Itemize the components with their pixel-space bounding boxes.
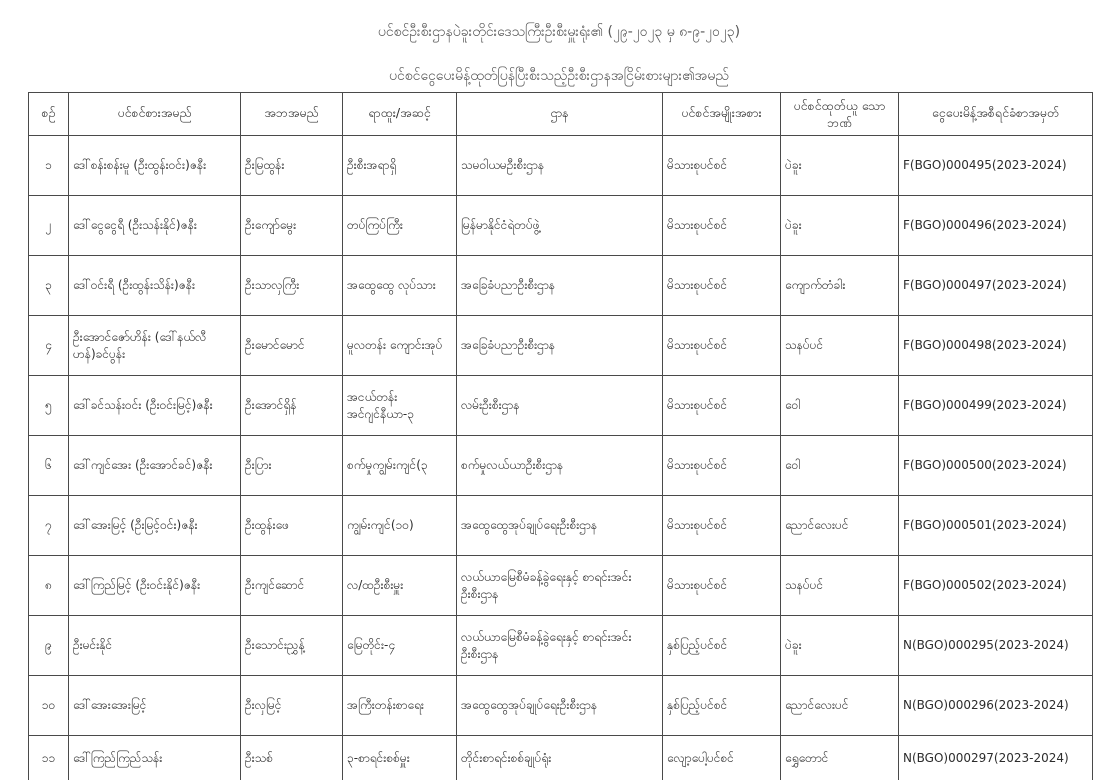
cell-bank: ကျောက်တံခါး xyxy=(781,256,899,316)
header-order-number: ငွေပေးမိန့်အစီရင်ခံစာအမှတ် xyxy=(899,93,1093,136)
page-subtitle: ပင်စင်ငွေပေးမိန့်ထုတ်ပြန်ပြီးစီးသည့်ဦးစီးဌာနအငြိမ်းစားများ၏အမည် xyxy=(0,66,1118,87)
header-rank: ရာထူး/အဆင့် xyxy=(343,93,457,136)
cell-department: လယ်ယာမြေစီမံခန့်ခွဲရေးနှင့် စာရင်းအင်းဦးစီးဌာန xyxy=(457,616,663,676)
cell-father-name: ဦးကျော်မွေး xyxy=(241,196,343,256)
cell-father-name: ဦးသစ် xyxy=(241,736,343,780)
cell-pension-type: နှစ်ပြည့်ပင်စင် xyxy=(663,616,781,676)
cell-pensioner-name: ဒေါ်ငွေငွေရီ (ဦးသန်းနိုင်)ဇနီး xyxy=(69,196,241,256)
cell-serial: ၁၁ xyxy=(29,736,69,780)
cell-rank: အထွေထွေ လုပ်သား xyxy=(343,256,457,316)
cell-order-number: F(BGO)000502(2023-2024) xyxy=(899,556,1093,616)
cell-bank: သနပ်ပင် xyxy=(781,556,899,616)
cell-pensioner-name: ဦးမင်းနိုင် xyxy=(69,616,241,676)
cell-rank: တပ်ကြပ်ကြီး xyxy=(343,196,457,256)
cell-order-number: F(BGO)000500(2023-2024) xyxy=(899,436,1093,496)
table-row xyxy=(29,556,1093,616)
cell-department: အထွေထွေအုပ်ချုပ်ရေးဦးစီးဌာန xyxy=(457,496,663,556)
table-header-row xyxy=(29,93,1093,136)
table-row xyxy=(29,196,1093,256)
header-department: ဌာန xyxy=(457,93,663,136)
cell-pension-type: မိသားစုပင်စင် xyxy=(663,256,781,316)
cell-pension-type: မိသားစုပင်စင် xyxy=(663,136,781,196)
cell-pensioner-name: ဒေါ်ကြည်မြင့် (ဦးဝင်းနိုင်)ဇနီး xyxy=(69,556,241,616)
cell-order-number: N(BGO)000296(2023-2024) xyxy=(899,676,1093,736)
cell-rank: မြေတိုင်း-၄ xyxy=(343,616,457,676)
table-row xyxy=(29,256,1093,316)
cell-bank: ရွှေတောင် xyxy=(781,736,899,780)
table-row xyxy=(29,676,1093,736)
cell-serial: ၆ xyxy=(29,436,69,496)
cell-bank: ပဲခူး xyxy=(781,196,899,256)
cell-order-number: N(BGO)000297(2023-2024) xyxy=(899,736,1093,780)
cell-serial: ၃ xyxy=(29,256,69,316)
cell-father-name: ဦးလှမြင့် xyxy=(241,676,343,736)
cell-bank: သနပ်ပင် xyxy=(781,316,899,376)
header-bank: ပင်စင်ထုတ်ယူ သောဘဏ် xyxy=(781,93,899,136)
table-row xyxy=(29,736,1093,780)
cell-father-name: ဦးသောင်းညွှန့် xyxy=(241,616,343,676)
cell-bank: ညောင်လေးပင် xyxy=(781,676,899,736)
cell-pension-type: မိသားစုပင်စင် xyxy=(663,316,781,376)
cell-department: အခြေခံပညာဦးစီးဌာန xyxy=(457,316,663,376)
cell-rank: ၃-စာရင်းစစ်မှူး xyxy=(343,736,457,780)
cell-department: စက်မှုလယ်ယာဦးစီးဌာန xyxy=(457,436,663,496)
cell-pensioner-name: ဒေါ်ကြည်ကြည်သန်း xyxy=(69,736,241,780)
cell-pensioner-name: ဒေါ်စန်းစန်းမူ (ဦးထွန်းဝင်း)ဇနီး xyxy=(69,136,241,196)
cell-department: လယ်ယာမြေစီမံခန့်ခွဲရေးနှင့် စာရင်းအင်းဦးစီးဌာန xyxy=(457,556,663,616)
cell-pension-type: နှစ်ပြည့်ပင်စင် xyxy=(663,676,781,736)
pension-table xyxy=(28,92,1093,780)
cell-rank: စက်မှုကျွမ်းကျင်(၃ xyxy=(343,436,457,496)
cell-pension-type: လျော့ပေါ့ပင်စင် xyxy=(663,736,781,780)
cell-bank: ဝေါ xyxy=(781,436,899,496)
cell-father-name: ဦးအောင်ရှိန် xyxy=(241,376,343,436)
cell-order-number: F(BGO)000496(2023-2024) xyxy=(899,196,1093,256)
header-serial: စဉ် xyxy=(29,93,69,136)
header-father-name: အဘအမည် xyxy=(241,93,343,136)
cell-rank: အငယ်တန်း အင်ဂျင်နီယာ-၃ xyxy=(343,376,457,436)
cell-bank: ပဲခူး xyxy=(781,616,899,676)
cell-pensioner-name: ဒေါ်အေးမြင့် (ဦးမြင့်ဝင်း)ဇနီး xyxy=(69,496,241,556)
cell-rank: အကြီးတန်းစာရေး xyxy=(343,676,457,736)
cell-bank: ညောင်လေးပင် xyxy=(781,496,899,556)
cell-serial: ၁ xyxy=(29,136,69,196)
cell-serial: ၉ xyxy=(29,616,69,676)
cell-father-name: ဦးထွန်းဖေ xyxy=(241,496,343,556)
cell-order-number: N(BGO)000295(2023-2024) xyxy=(899,616,1093,676)
table-row xyxy=(29,616,1093,676)
cell-serial: ၅ xyxy=(29,376,69,436)
cell-rank: လ/ထဦးစီးမှူး xyxy=(343,556,457,616)
table-row xyxy=(29,496,1093,556)
cell-serial: ၁၀ xyxy=(29,676,69,736)
cell-rank: မူလတန်း ကျောင်းအုပ် xyxy=(343,316,457,376)
cell-department: အခြေခံပညာဦးစီးဌာန xyxy=(457,256,663,316)
cell-pensioner-name: ဒေါ်အေးအေးမြင့် xyxy=(69,676,241,736)
cell-father-name: ဦးမောင်မောင် xyxy=(241,316,343,376)
cell-pension-type: မိသားစုပင်စင် xyxy=(663,556,781,616)
cell-pensioner-name: ဦးအောင်ဇော်ဟိန်း (ဒေါ်နယ်လီဟန်)ခင်ပွန်း xyxy=(69,316,241,376)
cell-rank: ကျွမ်းကျင်(၁၀) xyxy=(343,496,457,556)
cell-order-number: F(BGO)000498(2023-2024) xyxy=(899,316,1093,376)
cell-order-number: F(BGO)000497(2023-2024) xyxy=(899,256,1093,316)
cell-order-number: F(BGO)000495(2023-2024) xyxy=(899,136,1093,196)
cell-department: လမ်းဦးစီးဌာန xyxy=(457,376,663,436)
cell-serial: ၄ xyxy=(29,316,69,376)
page-title: ပင်စင်ဦးစီးဌာနပဲခူးတိုင်းဒေသကြီးဦးစီးမှူးရုံး၏ (၂၉-၂၀၂၃ မှ ၈-၉-၂၀၂၃) xyxy=(0,22,1118,43)
table-row xyxy=(29,376,1093,436)
header-pension-type: ပင်စင်အမျိုးအစား xyxy=(663,93,781,136)
cell-father-name: ဦးသာလှကြီး xyxy=(241,256,343,316)
cell-department: မြန်မာနိုင်ငံရဲတပ်ဖွဲ့ xyxy=(457,196,663,256)
header-pensioner-name: ပင်စင်စားအမည် xyxy=(69,93,241,136)
cell-pension-type: မိသားစုပင်စင် xyxy=(663,376,781,436)
cell-bank: ဝေါ xyxy=(781,376,899,436)
cell-department: တိုင်းစာရင်းစစ်ချုပ်ရုံး xyxy=(457,736,663,780)
table-body xyxy=(29,136,1093,780)
cell-pension-type: မိသားစုပင်စင် xyxy=(663,496,781,556)
cell-rank: ဦးစီးအရာရှိ xyxy=(343,136,457,196)
cell-order-number: F(BGO)000501(2023-2024) xyxy=(899,496,1093,556)
cell-pension-type: မိသားစုပင်စင် xyxy=(663,196,781,256)
cell-serial: ၂ xyxy=(29,196,69,256)
table-row xyxy=(29,136,1093,196)
cell-department: အထွေထွေအုပ်ချုပ်ရေးဦးစီးဌာန xyxy=(457,676,663,736)
cell-department: သမဝါယမဦးစီးဌာန xyxy=(457,136,663,196)
cell-bank: ပဲခူး xyxy=(781,136,899,196)
cell-order-number: F(BGO)000499(2023-2024) xyxy=(899,376,1093,436)
cell-serial: ၈ xyxy=(29,556,69,616)
cell-father-name: ဦးကျင်ဆောင် xyxy=(241,556,343,616)
table-row xyxy=(29,316,1093,376)
cell-serial: ၇ xyxy=(29,496,69,556)
cell-father-name: ဦးမြထွန်း xyxy=(241,136,343,196)
cell-pension-type: မိသားစုပင်စင် xyxy=(663,436,781,496)
cell-father-name: ဦးပြား xyxy=(241,436,343,496)
cell-pensioner-name: ဒေါ်ဝင်းရီ (ဦးထွန်းသိန်း)ဇနီး xyxy=(69,256,241,316)
cell-pensioner-name: ဒေါ်ကျင်အေး (ဦးအောင်ခင်)ဇနီး xyxy=(69,436,241,496)
table-row xyxy=(29,436,1093,496)
cell-pensioner-name: ဒေါ်ခင်သန်းဝင်း (ဦးဝင်းမြင့်)ဇနီး xyxy=(69,376,241,436)
